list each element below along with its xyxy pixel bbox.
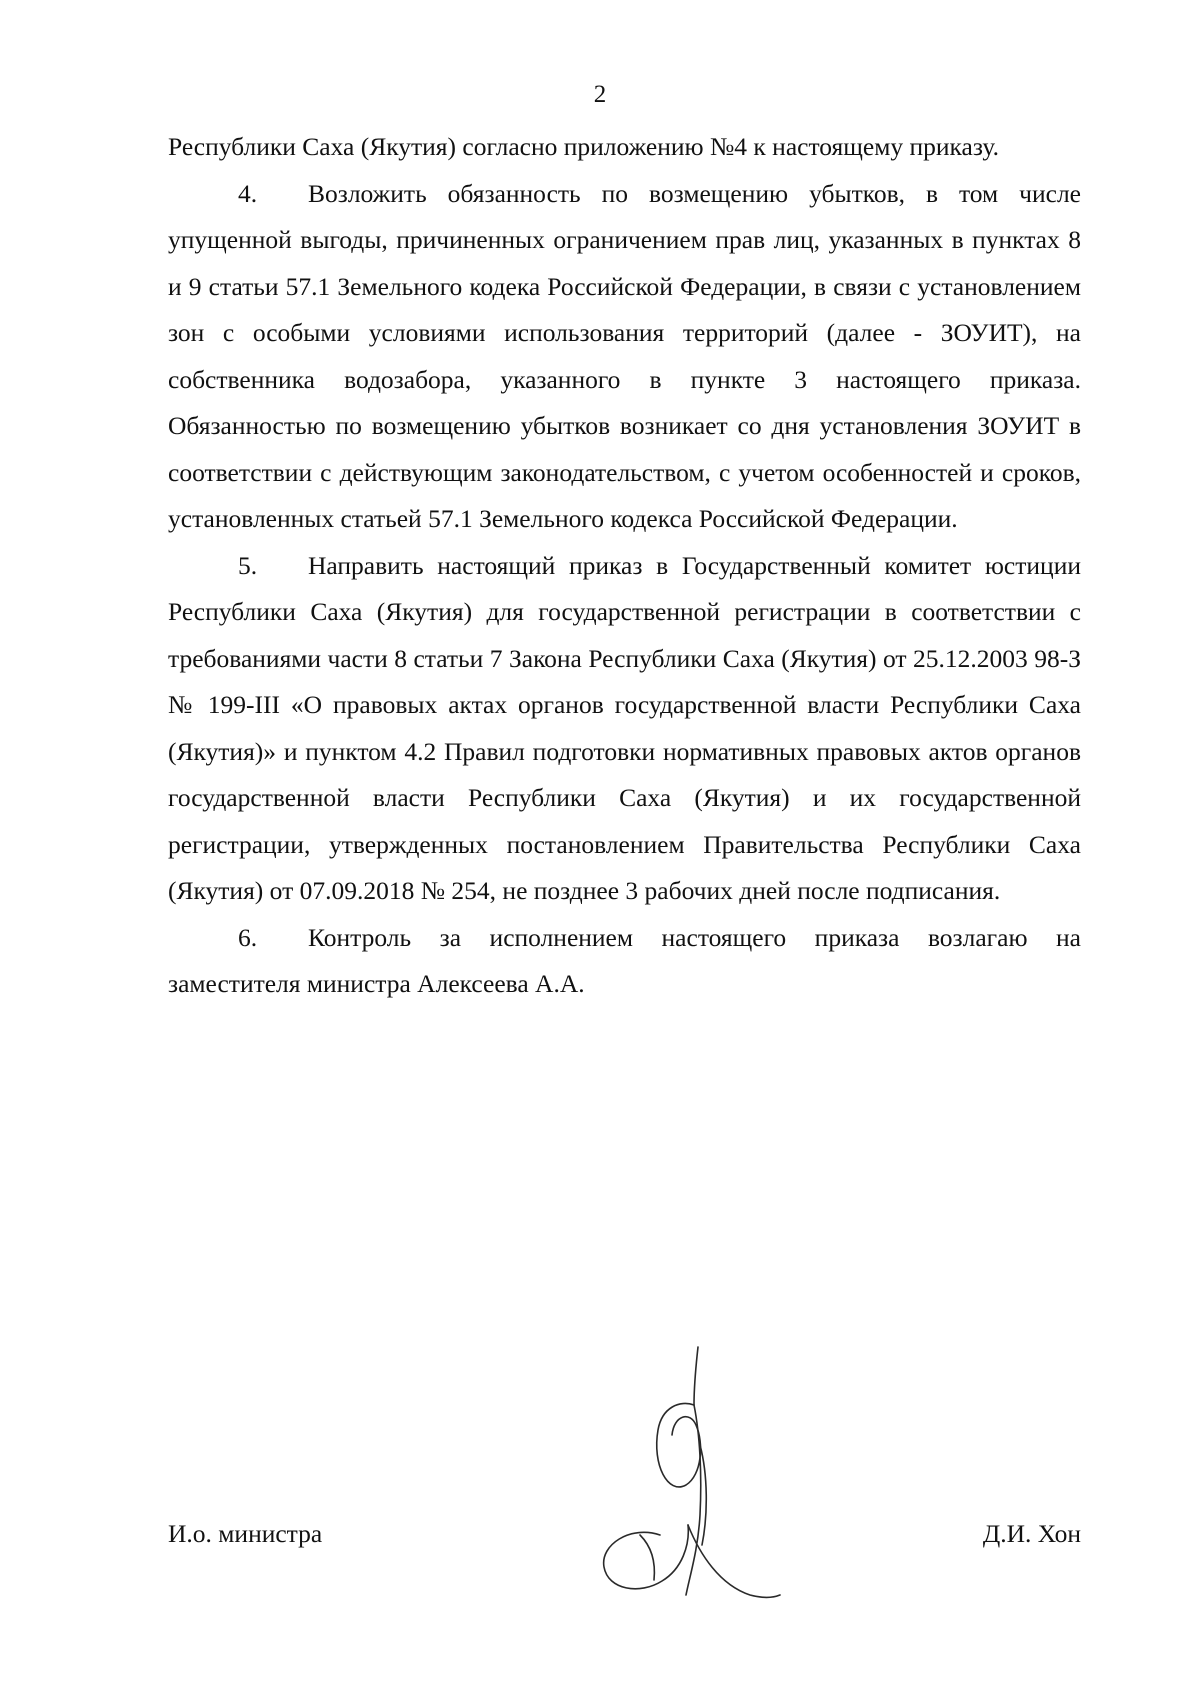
item-number: 5.: [238, 550, 258, 580]
item-number: 6.: [238, 922, 258, 952]
item-6: [168, 915, 1081, 1008]
item-4: [168, 171, 1081, 543]
item-text: Направить настоящий приказ в Государственный комитет юстиции Республики Саха (Якутия) для государственной регистрации в соответствии с требованиями части 8 статьи 7 Закона Республики Саха (Якутия) от 25.12.2003 98-З № 199-III «О правовых актах органов государственной власти Республики Саха (Якутия)» и пунктом 4.2 Правил подготовки нормативных правовых актов органов государственной власти Республики Саха (Якутия) и их государственной регистрации, утвержденных постановлением Правительства Республики Саха (Якутия) от 07.09.2018 № 254, не позднее 3 рабочих дней после подписания.: [168, 550, 1081, 905]
continuation-paragraph: Республики Саха (Якутия) согласно приложению №4 к настоящему приказу.: [168, 132, 999, 161]
signatory-role: И.о. министра: [168, 1519, 323, 1548]
item-5: [168, 543, 1081, 915]
signature-block: [168, 1516, 1081, 1556]
signatory-name: Д.И. Хон: [982, 1519, 1081, 1548]
handwritten-signature: [590, 1345, 790, 1625]
item-text: Контроль за исполнением настоящего приказа возлагаю на заместителя министра Алексеева А.А.: [168, 922, 1081, 998]
item-number: 4.: [238, 178, 258, 208]
page-number: 2: [593, 81, 607, 108]
item-text: Возложить обязанность по возмещению убытков, в том числе упущенной выгоды, причиненных ограничением прав лиц, указанных в пунктах 8 и 9 статьи 57.1 Земельного кодека Российской Федерации, в связи с установлением зон с особыми условиями использования территорий (далее - ЗОУИТ), на собственника водозабора, указанного в пункте 3 настоящего приказа. Обязанностью по возмещению убытков возникает со дня установления ЗОУИТ в соответствии с действующим законодательством, с учетом особенностей и сроков, установленных статьей 57.1 Земельного кодекса Российской Федерации.: [168, 178, 1081, 533]
document-body: [168, 124, 1081, 1008]
